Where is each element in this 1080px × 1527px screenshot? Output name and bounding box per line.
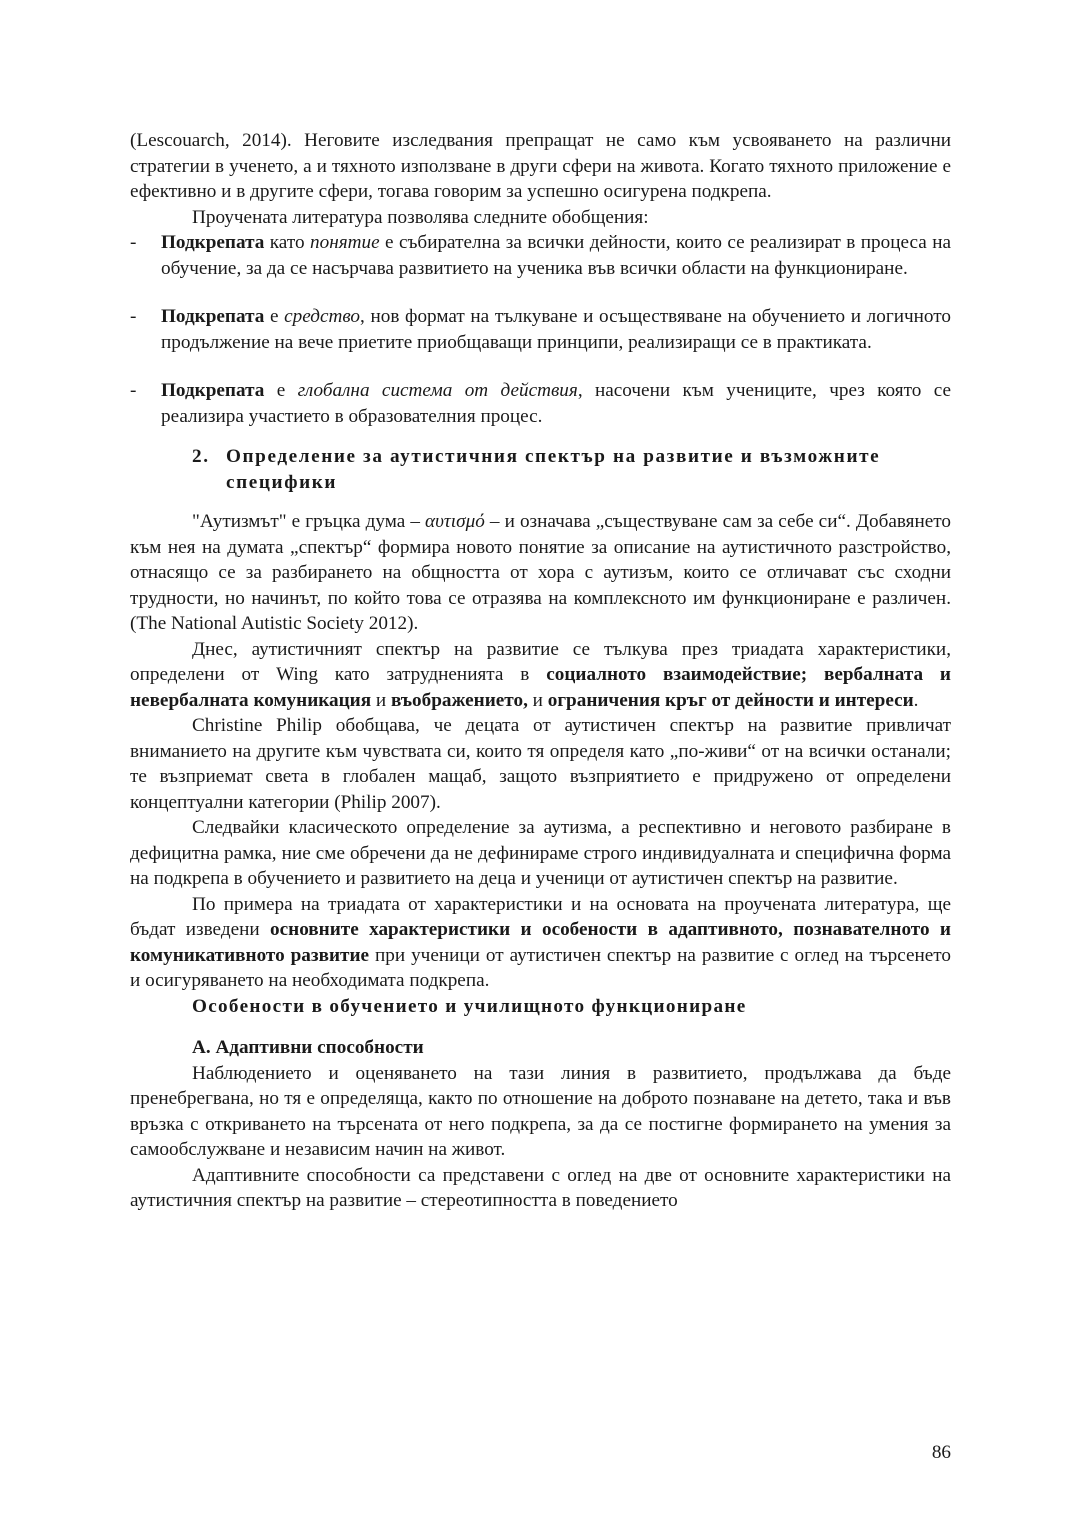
subsection-title: Особености в обучението и училищното функциониране <box>192 995 747 1017</box>
bullet-text: като <box>264 232 310 253</box>
section-number: 2. <box>192 446 210 467</box>
bullet-text: е <box>264 306 285 327</box>
paragraph-adaptive-abilities: Адаптивните способности са представени с оглед на две от основните характеристики на аутистичния спектър на развитие – стереотипността в поведението <box>130 1164 951 1211</box>
bullet-text: е събирателна за всички дейности, които се реализират в процеса на обучение, за да се насърчава развитието на ученика във всички области на функциониране. <box>161 232 951 279</box>
spacer <box>130 281 951 304</box>
greek-word: αυτισμό <box>425 511 485 532</box>
paragraph-autism-definition: "Аутизмът" е гръцка дума – αυτισμό – и означава „съществуване сам за себе си“. Добавянето към нея на думата „спектър“ формира новото понятие за описание на аутистичното разстройство, отнасящо се за разбирането на общността от хора с аутизъм, които се отличават със сходни трудности, но начинът, по който това се отразява на комплексното им функциониране е различен. (The National Autistic Society 2012). <box>130 511 951 634</box>
section-heading <box>130 444 951 496</box>
page-number: 86 <box>931 1442 951 1463</box>
bullet-text: , насочени към учениците, чрез която се реализира участието в образователния процес. <box>161 380 951 427</box>
bullet-italic: глобална система от действия <box>297 380 578 401</box>
bullet-italic: понятие <box>310 232 380 253</box>
paragraph-literature-intro: Проучената литература позволява следните обобщения: <box>192 206 649 228</box>
page-body <box>130 128 951 1214</box>
paragraph-classic-definition: Следвайки класическото определение за аутизма, а респективно и неговото разбиране в дефицитна рамка, ние сме обречени да не дефинираме строго индивидуалната и специфична форма на подкрепа в обучението и развитието на деца и ученици от аутистичен спектър на развитие. <box>130 817 951 889</box>
bullet-item <box>130 230 951 281</box>
bullet-term: Подкрепата <box>161 232 265 253</box>
paragraph-adaptive-observation: Наблюдението и оценяването на тази линия в развитието, продължава да бъде пренебрегвана, но тя е определяща, както по отношение на доброто познаване на детето, така и във връзка с откриването на търсената от него подкрепа, за да се постигне формирането на умения за самообслужване и независим начин на живот. <box>130 1062 951 1160</box>
paragraph-philip: Christine Philip обобщава, че децата от аутистичен спектър на развитие привличат вниманието на другите към чувствата си, които тя определя като „по-живи“ от на всички останали; те възприемат света в глобален мащаб, защото възприятието е придружено от определени концептуални категории (Philip 2007). <box>130 715 951 813</box>
paragraph-triad-example: По примера на триадата от характеристики и на основата на проучената литература, ще бъдат изведени основните характеристики и особености в адаптивното, познавателното и комуникативното развитие при ученици от аутистичен спектър на развитие с оглед на търсенето и осигуряването на необходимата подкрепа. <box>130 893 951 991</box>
bullet-term: Подкрепата <box>161 380 265 401</box>
subsubsection-title: А. Адаптивни способности <box>192 1037 424 1058</box>
bullet-text: е <box>264 380 298 401</box>
section-title: Определение за аутистичния спектър на развитие и възможните специфики <box>226 446 881 493</box>
bullet-dash: - <box>130 232 137 253</box>
bullet-item <box>130 378 951 429</box>
spacer <box>130 355 951 378</box>
bullet-text: , нов формат на тълкуване и осъществяване на обучението и логичното продължение на вече приетите приобщаващи принципи, реализиращи се в практиката. <box>161 306 951 353</box>
bullet-italic: средство <box>284 306 361 327</box>
paragraph-lescouarch: (Lescouarch, 2014). Неговите изследвания препращат не само към усвояването на различни стратегии в ученето, а и тяхното използване в други сфери на живота. Когато тяхното приложение е ефективно и в другите сфери, тогава говорим за успешно осигурена подкрепа. <box>130 130 951 202</box>
bullet-term: Подкрепата <box>161 306 265 327</box>
paragraph-triad: Днес, аутистичният спектър на развитие се тълкува през триадата характеристики, определени от Wing като затрудненията в социалното взаимодействие; вербалната и невербалната комуникация и въображението, и ограничения кръг от дейности и интереси. <box>130 638 951 711</box>
bullet-dash: - <box>130 306 137 327</box>
bullet-dash: - <box>130 380 137 401</box>
bullet-item <box>130 304 951 355</box>
